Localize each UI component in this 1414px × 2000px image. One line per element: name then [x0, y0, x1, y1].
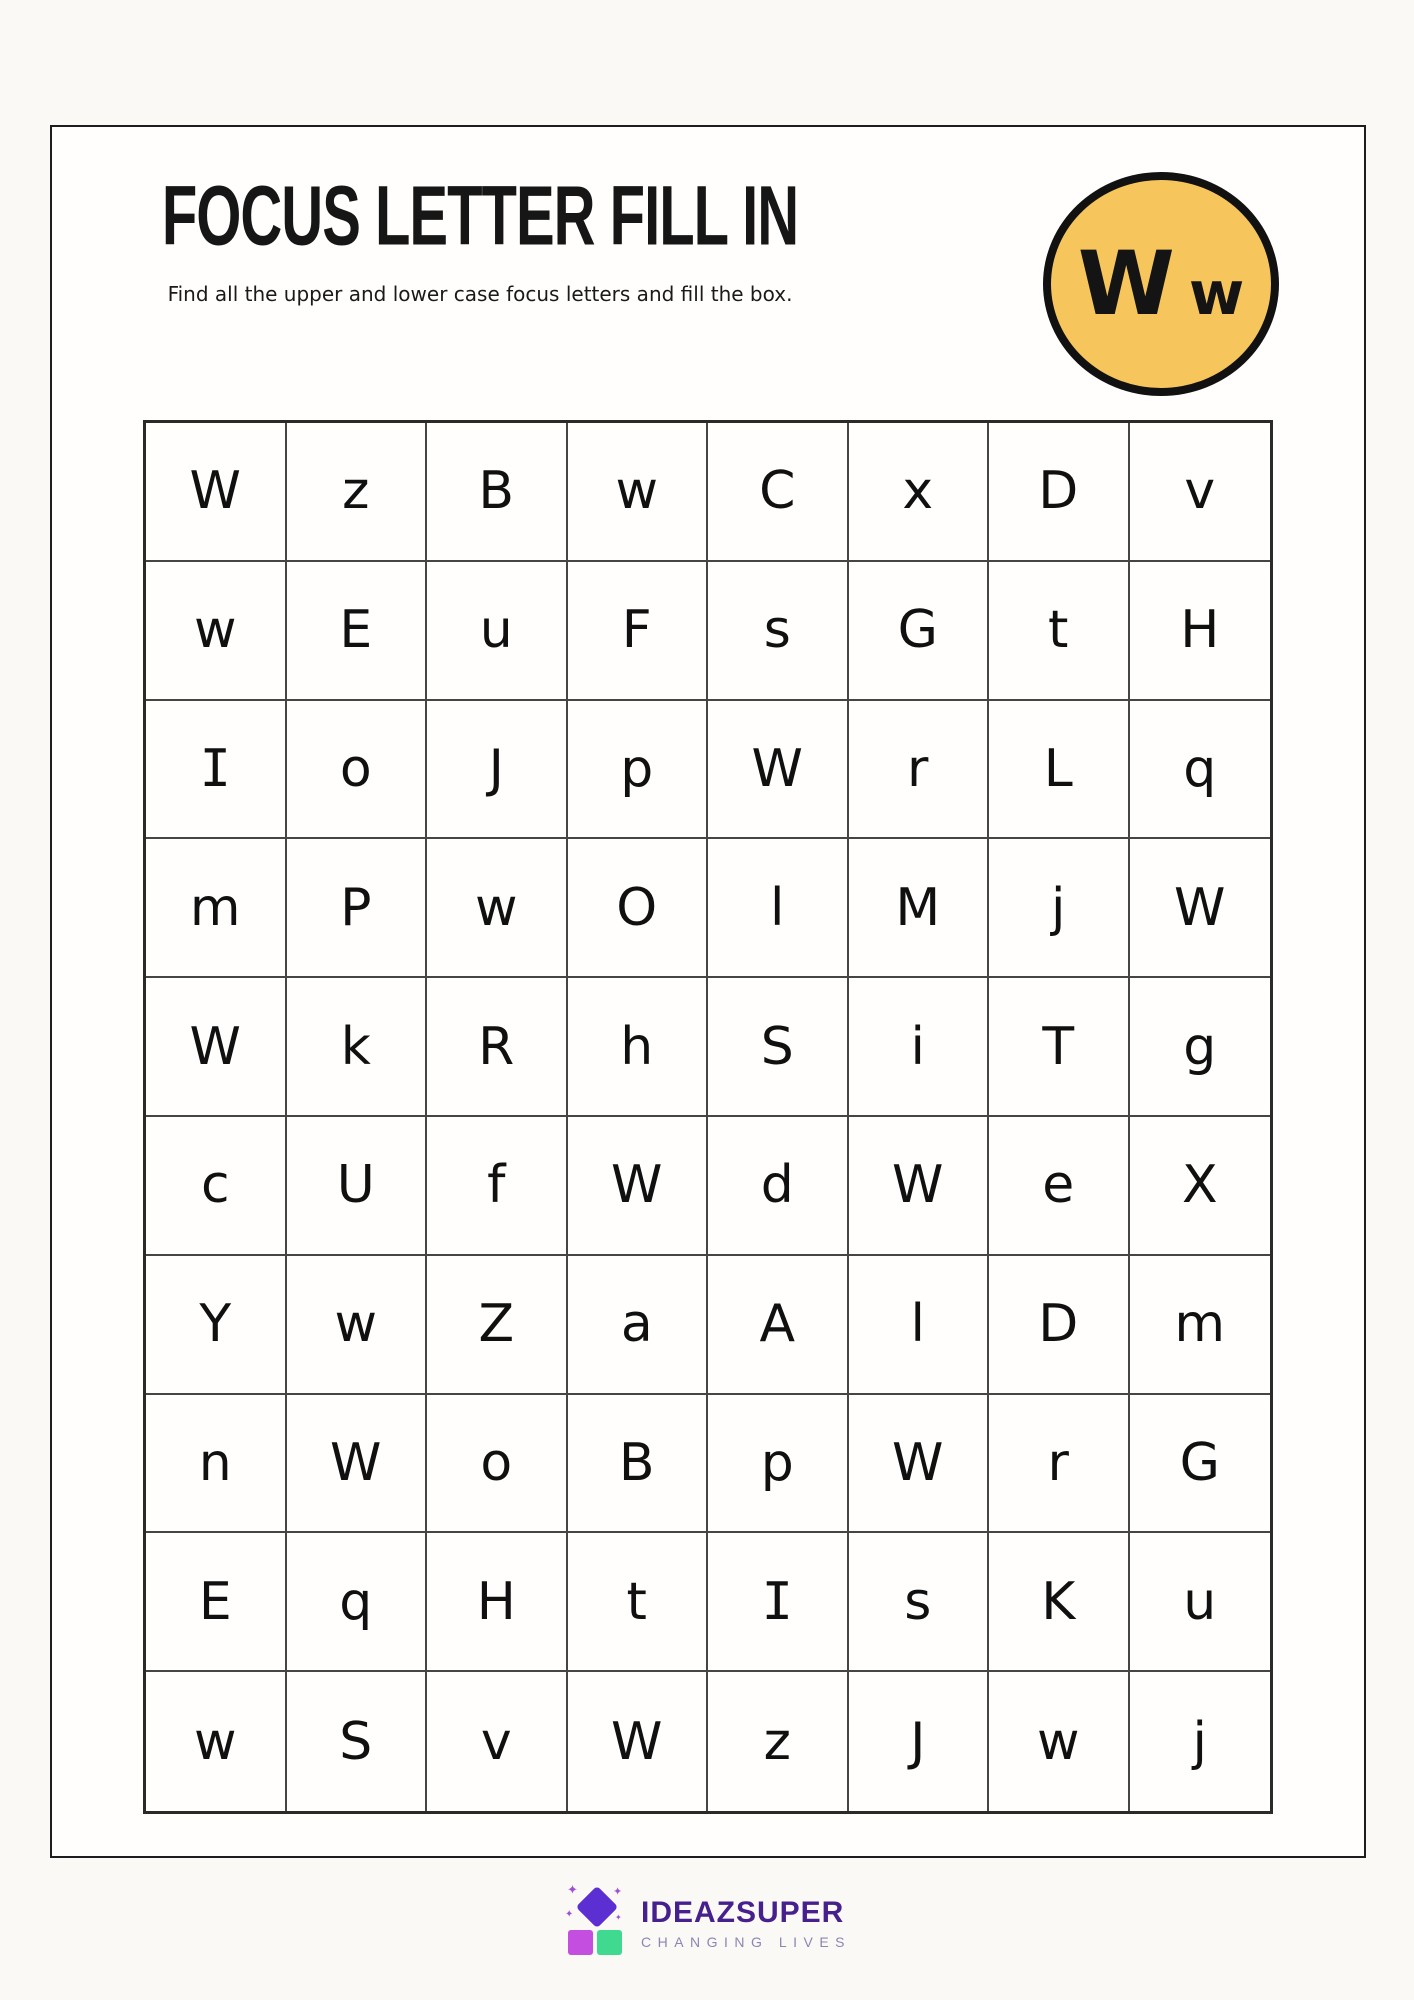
page-title: FOCUS LETTER FILL IN — [161, 169, 799, 264]
grid-cell[interactable]: W — [146, 423, 287, 562]
grid-cell[interactable]: u — [427, 562, 568, 701]
grid-cell[interactable]: W — [849, 1395, 990, 1534]
purple-square-icon — [568, 1930, 593, 1955]
grid-cell[interactable]: e — [989, 1117, 1130, 1256]
sparkle-star-icon: ✦ — [614, 1913, 622, 1922]
grid-cell[interactable]: w — [427, 839, 568, 978]
diamond-icon — [576, 1886, 618, 1928]
grid-cell[interactable]: J — [849, 1672, 990, 1811]
grid-cell[interactable]: Y — [146, 1256, 287, 1395]
grid-cell[interactable]: O — [568, 839, 709, 978]
grid-cell[interactable]: U — [287, 1117, 428, 1256]
grid-cell[interactable]: Z — [427, 1256, 568, 1395]
grid-cell[interactable]: C — [708, 423, 849, 562]
grid-cell[interactable]: n — [146, 1395, 287, 1534]
grid-cell[interactable]: r — [849, 701, 990, 840]
grid-cell[interactable]: a — [568, 1256, 709, 1395]
grid-cell[interactable]: t — [568, 1533, 709, 1672]
grid-cell[interactable]: W — [1130, 839, 1271, 978]
grid-cell[interactable]: A — [708, 1256, 849, 1395]
grid-cell[interactable]: W — [568, 1672, 709, 1811]
focus-uppercase-letter: W — [1077, 232, 1175, 335]
grid-cell[interactable]: l — [849, 1256, 990, 1395]
logo-mark — [563, 1884, 627, 1962]
grid-cell[interactable]: M — [849, 839, 990, 978]
grid-cell[interactable]: s — [849, 1533, 990, 1672]
grid-cell[interactable]: P — [287, 839, 428, 978]
grid-cell[interactable]: f — [427, 1117, 568, 1256]
focus-lowercase-letter: w — [1188, 259, 1245, 329]
grid-cell[interactable]: D — [989, 423, 1130, 562]
logo-text — [641, 1896, 851, 1950]
grid-cell[interactable]: L — [989, 701, 1130, 840]
sparkle-star-icon: ✦ — [564, 1909, 574, 1920]
grid-cell[interactable]: H — [1130, 562, 1271, 701]
grid-cell[interactable]: K — [989, 1533, 1130, 1672]
grid-cell[interactable]: w — [146, 562, 287, 701]
grid-cell[interactable]: W — [849, 1117, 990, 1256]
grid-cell[interactable]: w — [989, 1672, 1130, 1811]
grid-cell[interactable]: B — [427, 423, 568, 562]
brand-tagline: CHANGING LIVES — [640, 1934, 852, 1950]
sparkle-star-icon: ✦ — [566, 1883, 578, 1898]
grid-cell[interactable]: w — [568, 423, 709, 562]
grid-cell[interactable]: p — [568, 701, 709, 840]
focus-letter-pair — [1077, 232, 1245, 335]
grid-cell[interactable]: S — [708, 978, 849, 1117]
grid-cell[interactable]: v — [427, 1672, 568, 1811]
grid-cell[interactable]: j — [989, 839, 1130, 978]
brand-name: IDEAZSUPER — [640, 1896, 845, 1929]
grid-cell[interactable]: o — [427, 1395, 568, 1534]
grid-cell[interactable]: G — [849, 562, 990, 701]
grid-cell[interactable]: z — [287, 423, 428, 562]
grid-cell[interactable]: u — [1130, 1533, 1271, 1672]
grid-cell[interactable]: k — [287, 978, 428, 1117]
grid-cell[interactable]: W — [287, 1395, 428, 1534]
grid-cell[interactable]: s — [708, 562, 849, 701]
grid-cell[interactable]: G — [1130, 1395, 1271, 1534]
grid-cell[interactable]: B — [568, 1395, 709, 1534]
letter-grid — [143, 420, 1273, 1814]
grid-cell[interactable]: t — [989, 562, 1130, 701]
grid-cell[interactable]: v — [1130, 423, 1271, 562]
page-subtitle: Find all the upper and lower case focus letters and fill the box. — [167, 282, 793, 306]
brand-logo — [0, 1884, 1414, 1962]
grid-cell[interactable]: i — [849, 978, 990, 1117]
grid-cell[interactable]: o — [287, 701, 428, 840]
grid-cell[interactable]: R — [427, 978, 568, 1117]
grid-cell[interactable]: z — [708, 1672, 849, 1811]
grid-cell[interactable]: q — [287, 1533, 428, 1672]
grid-cell[interactable]: E — [146, 1533, 287, 1672]
grid-cell[interactable]: g — [1130, 978, 1271, 1117]
grid-cell[interactable]: w — [146, 1672, 287, 1811]
grid-cell[interactable]: r — [989, 1395, 1130, 1534]
grid-cell[interactable]: F — [568, 562, 709, 701]
grid-cell[interactable]: W — [568, 1117, 709, 1256]
grid-cell[interactable]: p — [708, 1395, 849, 1534]
grid-cell[interactable]: W — [146, 978, 287, 1117]
grid-cell[interactable]: D — [989, 1256, 1130, 1395]
grid-cell[interactable]: w — [287, 1256, 428, 1395]
grid-cell[interactable]: S — [287, 1672, 428, 1811]
grid-cell[interactable]: h — [568, 978, 709, 1117]
grid-cell[interactable]: l — [708, 839, 849, 978]
grid-cell[interactable]: I — [146, 701, 287, 840]
grid-cell[interactable]: H — [427, 1533, 568, 1672]
grid-cell[interactable]: x — [849, 423, 990, 562]
grid-cell[interactable]: q — [1130, 701, 1271, 840]
grid-cell[interactable]: E — [287, 562, 428, 701]
header — [150, 158, 810, 306]
grid-cell[interactable]: d — [708, 1117, 849, 1256]
grid-cell[interactable]: j — [1192, 1711, 1207, 1772]
grid-cell[interactable]: I — [708, 1533, 849, 1672]
grid-cell[interactable]: m — [146, 839, 287, 978]
grid-cell[interactable]: J — [427, 701, 568, 840]
grid-cell[interactable]: T — [989, 978, 1130, 1117]
grid-cell[interactable]: X — [1130, 1117, 1271, 1256]
green-square-icon — [597, 1930, 622, 1955]
grid-cell[interactable]: m — [1130, 1256, 1271, 1395]
grid-cell[interactable]: W — [708, 701, 849, 840]
grid-cell[interactable]: c — [146, 1117, 287, 1256]
focus-letter-badge — [1043, 172, 1279, 396]
sparkle-star-icon: ✦ — [612, 1885, 623, 1898]
